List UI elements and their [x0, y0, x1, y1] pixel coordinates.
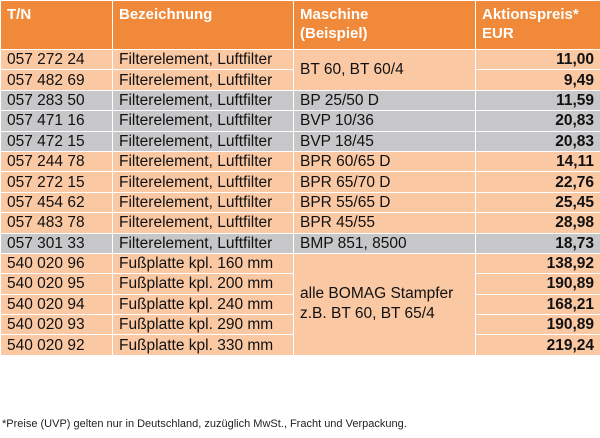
- maschine-cell: BT 60, BT 60/4: [294, 50, 476, 91]
- price-cell: 138,92: [476, 253, 600, 273]
- maschine-cell: BPR 60/65 D: [294, 151, 476, 171]
- table-row: [1, 131, 600, 151]
- price-cell: 11,00: [476, 50, 600, 70]
- tn-cell: 057 482 69: [1, 70, 113, 90]
- bezeichnung-cell: Fußplatte kpl. 240 mm: [113, 294, 294, 314]
- tn-cell: 540 020 93: [1, 315, 113, 335]
- price-cell: 14,11: [476, 151, 600, 171]
- bezeichnung-cell: Filterelement, Luftfilter: [113, 70, 294, 90]
- header-maschine: Maschine (Beispiel): [294, 1, 476, 50]
- bezeichnung-cell: Fußplatte kpl. 200 mm: [113, 274, 294, 294]
- table-row: [1, 213, 600, 233]
- bezeichnung-cell: Filterelement, Luftfilter: [113, 172, 294, 192]
- tn-cell: 057 483 78: [1, 213, 113, 233]
- bezeichnung-cell: Filterelement, Luftfilter: [113, 50, 294, 70]
- table-row: [1, 90, 600, 110]
- tn-cell: 540 020 96: [1, 253, 113, 273]
- bezeichnung-cell: Filterelement, Luftfilter: [113, 151, 294, 171]
- header-tn: T/N: [1, 1, 113, 50]
- price-cell: 190,89: [476, 315, 600, 335]
- bezeichnung-cell: Filterelement, Luftfilter: [113, 192, 294, 212]
- tn-cell: 057 472 15: [1, 131, 113, 151]
- table-row: [1, 172, 600, 192]
- table-row: [1, 192, 600, 212]
- price-cell: 190,89: [476, 274, 600, 294]
- maschine-cell: BVP 18/45: [294, 131, 476, 151]
- bezeichnung-cell: Fußplatte kpl. 290 mm: [113, 315, 294, 335]
- price-cell: 219,24: [476, 335, 600, 355]
- bezeichnung-cell: Fußplatte kpl. 330 mm: [113, 335, 294, 355]
- table-row: [1, 111, 600, 131]
- tn-cell: 540 020 95: [1, 274, 113, 294]
- price-cell: 20,83: [476, 131, 600, 151]
- price-cell: 9,49: [476, 70, 600, 90]
- tn-cell: 540 020 92: [1, 335, 113, 355]
- tn-cell: 057 283 50: [1, 90, 113, 110]
- tn-cell: 057 272 24: [1, 50, 113, 70]
- maschine-cell: BMP 851, 8500: [294, 233, 476, 253]
- maschine-cell: alle BOMAG Stampfer z.B. BT 60, BT 65/4: [294, 253, 476, 355]
- tn-cell: 057 301 33: [1, 233, 113, 253]
- table-row: [1, 253, 600, 273]
- table-row: [1, 50, 600, 70]
- price-cell: 28,98: [476, 213, 600, 233]
- tn-cell: 057 272 15: [1, 172, 113, 192]
- maschine-cell: BP 25/50 D: [294, 90, 476, 110]
- header-bezeichnung: Bezeichnung: [113, 1, 294, 50]
- maschine-cell: BPR 65/70 D: [294, 172, 476, 192]
- maschine-cell: BVP 10/36: [294, 111, 476, 131]
- price-cell: 20,83: [476, 111, 600, 131]
- maschine-cell: BPR 55/65 D: [294, 192, 476, 212]
- tn-cell: 057 244 78: [1, 151, 113, 171]
- bezeichnung-cell: Filterelement, Luftfilter: [113, 111, 294, 131]
- bezeichnung-cell: Filterelement, Luftfilter: [113, 213, 294, 233]
- price-cell: 11,59: [476, 90, 600, 110]
- bezeichnung-cell: Filterelement, Luftfilter: [113, 90, 294, 110]
- bezeichnung-cell: Filterelement, Luftfilter: [113, 131, 294, 151]
- bezeichnung-cell: Fußplatte kpl. 160 mm: [113, 253, 294, 273]
- table-row: [1, 151, 600, 171]
- price-cell: 18,73: [476, 233, 600, 253]
- tn-cell: 540 020 94: [1, 294, 113, 314]
- tn-cell: 057 454 62: [1, 192, 113, 212]
- header-row: [1, 1, 600, 50]
- maschine-cell: BPR 45/55: [294, 213, 476, 233]
- bezeichnung-cell: Filterelement, Luftfilter: [113, 233, 294, 253]
- price-cell: 25,45: [476, 192, 600, 212]
- price-cell: 22,76: [476, 172, 600, 192]
- header-aktionspreis: Aktionspreis* EUR: [476, 1, 600, 50]
- footnote: *Preise (UVP) gelten nur in Deutschland, zuzüglich MwSt., Fracht und Verpackung.: [2, 418, 407, 430]
- price-cell: 168,21: [476, 294, 600, 314]
- tn-cell: 057 471 16: [1, 111, 113, 131]
- table-row: [1, 233, 600, 253]
